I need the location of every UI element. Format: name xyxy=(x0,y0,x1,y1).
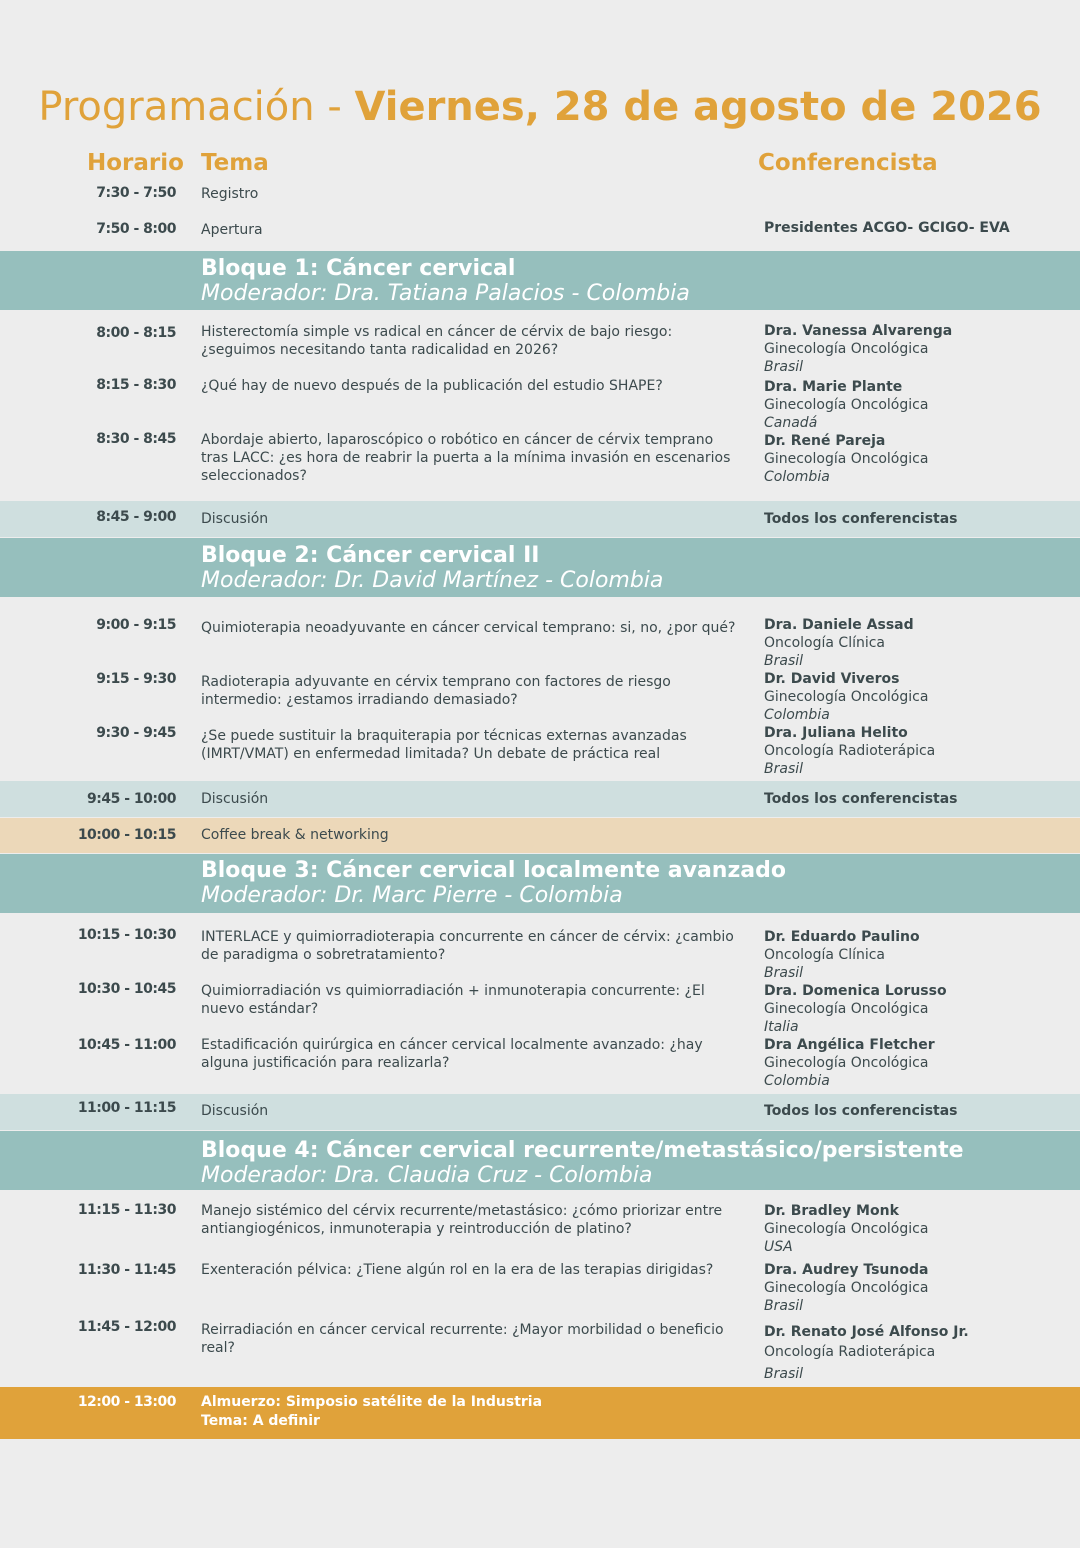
speaker-country: Colombia xyxy=(764,469,830,485)
speaker-role: Oncología Radioterápica xyxy=(764,743,936,759)
lunch-time: 12:00 - 13:00 xyxy=(77,1394,176,1410)
session-time: 8:15 - 8:30 xyxy=(96,377,176,393)
speaker-name: Dra. Daniele Assad xyxy=(764,617,914,633)
session-topic: Abordaje abierto, laparoscópico o robótico en cáncer de cérvix temprano tras LACC: ¿es hora de reabrir la puerta a la mínima invasión en escenarios seleccionados? xyxy=(201,432,731,484)
lunch-title: Almuerzo: Simposio satélite de la Industria xyxy=(201,1394,543,1410)
block-title: Bloque 4: Cáncer cervical recurrente/metastásico/persistente xyxy=(201,1138,964,1163)
session-topic: Exenteración pélvica: ¿Tiene algún rol en la era de las terapias dirigidas? xyxy=(201,1262,714,1278)
intro-speaker: Presidentes ACGO- GCIGO- EVA xyxy=(764,220,1010,236)
block-title: Bloque 1: Cáncer cervical xyxy=(201,256,516,281)
lunch-topic: Tema: A definir xyxy=(201,1413,320,1429)
block-moderator: Moderador: Dr. Marc Pierre - Colombia xyxy=(201,883,623,908)
speaker-country: USA xyxy=(764,1239,793,1255)
speaker-country: Brasil xyxy=(764,761,804,777)
speaker xyxy=(764,1036,1064,1090)
speaker-role: Ginecología Oncológica xyxy=(764,451,929,467)
block-moderator: Moderador: Dra. Tatiana Palacios - Colombia xyxy=(201,281,690,306)
speaker-name: Dra. Audrey Tsunoda xyxy=(764,1262,929,1278)
speaker-role: Ginecología Oncológica xyxy=(764,689,929,705)
speaker-role: Ginecología Oncológica xyxy=(764,1001,929,1017)
speaker-name: Dr. David Viveros xyxy=(764,671,900,687)
block-header xyxy=(0,251,1080,310)
session-topic: ¿Se puede sustituir la braquiterapia por técnicas externas avanzadas (IMRT/VMAT) en enfermedad limitada? Un debate de práctica real xyxy=(201,728,687,762)
page-title xyxy=(0,84,1080,130)
discussion-label: Discusión xyxy=(201,1103,269,1119)
speaker-name: Dr. René Pareja xyxy=(764,433,886,449)
block-header xyxy=(0,1131,1080,1190)
discussion-speaker: Todos los conferencistas xyxy=(764,1103,958,1119)
session-time: 11:45 - 12:00 xyxy=(77,1319,176,1335)
coffee-label: Coffee break & networking xyxy=(201,827,389,843)
discussion-time: 8:45 - 9:00 xyxy=(96,509,176,525)
session-time: 9:00 - 9:15 xyxy=(96,617,176,633)
session-time: 9:30 - 9:45 xyxy=(96,725,176,741)
session-time: 11:15 - 11:30 xyxy=(77,1202,176,1218)
speaker xyxy=(764,724,1064,778)
speaker xyxy=(764,378,1064,432)
block-header xyxy=(0,854,1080,913)
session-topic: Manejo sistémico del cérvix recurrente/metastásico: ¿cómo priorizar entre antiangiogénicos, inmunoterapia y reintroducción de platino? xyxy=(201,1203,723,1237)
block-moderator: Moderador: Dr. David Martínez - Colombia xyxy=(201,568,664,593)
speaker-name: Dr. Eduardo Paulino xyxy=(764,929,920,945)
speaker-role: Ginecología Oncológica xyxy=(764,341,929,357)
speaker-name: Dra. Domenica Lorusso xyxy=(764,983,947,999)
discussion-label: Discusión xyxy=(201,511,269,527)
session-topic: Quimiorradiación vs quimiorradiación + inmunoterapia concurrente: ¿El nuevo estándar? xyxy=(201,983,705,1017)
intro-time: 7:50 - 8:00 xyxy=(96,221,176,237)
block-title: Bloque 3: Cáncer cervical localmente avanzado xyxy=(201,858,786,883)
speaker-country: Brasil xyxy=(764,965,804,981)
speaker-country: Canadá xyxy=(764,415,818,431)
session-topic: ¿Qué hay de nuevo después de la publicación del estudio SHAPE? xyxy=(201,378,663,394)
speaker xyxy=(764,982,1064,1036)
block-header xyxy=(0,538,1080,597)
speaker xyxy=(764,670,1064,724)
speaker-role: Ginecología Oncológica xyxy=(764,1280,929,1296)
speaker-role: Ginecología Oncológica xyxy=(764,397,929,413)
session-topic: Radioterapia adyuvante en cérvix temprano con factores de riesgo intermedio: ¿estamos irradiando demasiado? xyxy=(201,674,671,708)
session-topic: INTERLACE y quimiorradioterapia concurrente en cáncer de cérvix: ¿cambio de paradigma o sobretratamiento? xyxy=(201,929,734,963)
session-topic: Quimioterapia neoadyuvante en cáncer cervical temprano: si, no, ¿por qué? xyxy=(201,620,736,636)
intro-topic: Registro xyxy=(201,186,259,202)
speaker xyxy=(764,1202,1064,1256)
discussion-speaker: Todos los conferencistas xyxy=(764,511,958,527)
title-prefix: Programación - xyxy=(38,84,355,130)
speaker-name: Dra. Vanessa Alvarenga xyxy=(764,323,953,339)
speaker-role: Oncología Clínica xyxy=(764,947,886,963)
discussion-time: 9:45 - 10:00 xyxy=(87,791,176,807)
coffee-break-row xyxy=(0,818,1080,853)
discussion-label: Discusión xyxy=(201,791,269,807)
header-time: Horario xyxy=(87,150,184,176)
speaker-name: Dra. Marie Plante xyxy=(764,379,903,395)
session-time: 9:15 - 9:30 xyxy=(96,671,176,687)
speaker-role: Oncología Clínica xyxy=(764,635,886,651)
intro-time: 7:30 - 7:50 xyxy=(96,185,176,201)
discussion-speaker: Todos los conferencistas xyxy=(764,791,958,807)
speaker-country: Italia xyxy=(764,1019,799,1035)
session-time: 10:45 - 11:00 xyxy=(77,1037,176,1053)
session-time: 8:30 - 8:45 xyxy=(96,431,176,447)
speaker xyxy=(764,1323,1064,1383)
title-day: Viernes, 28 de agosto de 2026 xyxy=(354,84,1042,130)
speaker-name: Dr. Renato José Alfonso Jr. xyxy=(764,1324,969,1340)
block-moderator: Moderador: Dra. Claudia Cruz - Colombia xyxy=(201,1163,653,1188)
speaker xyxy=(764,1261,1064,1315)
session-time: 10:30 - 10:45 xyxy=(77,981,176,997)
session-topic: Reirradiación en cáncer cervical recurrente: ¿Mayor morbilidad o beneficio real? xyxy=(201,1322,724,1356)
speaker xyxy=(764,616,1064,670)
speaker-role: Oncología Radioterápica xyxy=(764,1344,936,1360)
session-time: 8:00 - 8:15 xyxy=(96,325,176,341)
session-topic: Histerectomía simple vs radical en cáncer de cérvix de bajo riesgo: ¿seguimos necesitando tanta radicalidad en 2026? xyxy=(201,324,673,358)
block-title: Bloque 2: Cáncer cervical II xyxy=(201,543,540,568)
discussion-row xyxy=(0,1094,1080,1130)
coffee-time: 10:00 - 10:15 xyxy=(77,827,176,843)
speaker-name: Dra. Juliana Helito xyxy=(764,725,908,741)
speaker-country: Brasil xyxy=(764,359,804,375)
header-topic: Tema xyxy=(201,150,269,176)
discussion-time: 11:00 - 11:15 xyxy=(77,1100,176,1116)
discussion-row xyxy=(0,781,1080,817)
speaker-country: Brasil xyxy=(764,1298,804,1314)
speaker-role: Ginecología Oncológica xyxy=(764,1221,929,1237)
lunch-row xyxy=(0,1387,1080,1439)
speaker xyxy=(764,928,1064,982)
session-time: 10:15 - 10:30 xyxy=(77,927,176,943)
discussion-row xyxy=(0,501,1080,537)
header-speaker: Conferencista xyxy=(758,150,938,176)
speaker xyxy=(764,432,1064,486)
speaker-country: Colombia xyxy=(764,707,830,723)
session-topic: Estadificación quirúrgica en cáncer cervical localmente avanzado: ¿hay alguna justificación para realizarla? xyxy=(201,1037,703,1071)
speaker-role: Ginecología Oncológica xyxy=(764,1055,929,1071)
session-time: 11:30 - 11:45 xyxy=(77,1262,176,1278)
speaker-country: Colombia xyxy=(764,1073,830,1089)
intro-topic: Apertura xyxy=(201,222,263,238)
speaker-country: Brasil xyxy=(764,653,804,669)
speaker-country: Brasil xyxy=(764,1366,804,1382)
speaker xyxy=(764,322,1064,376)
speaker-name: Dr. Bradley Monk xyxy=(764,1203,899,1219)
speaker-name: Dra Angélica Fletcher xyxy=(764,1037,935,1053)
